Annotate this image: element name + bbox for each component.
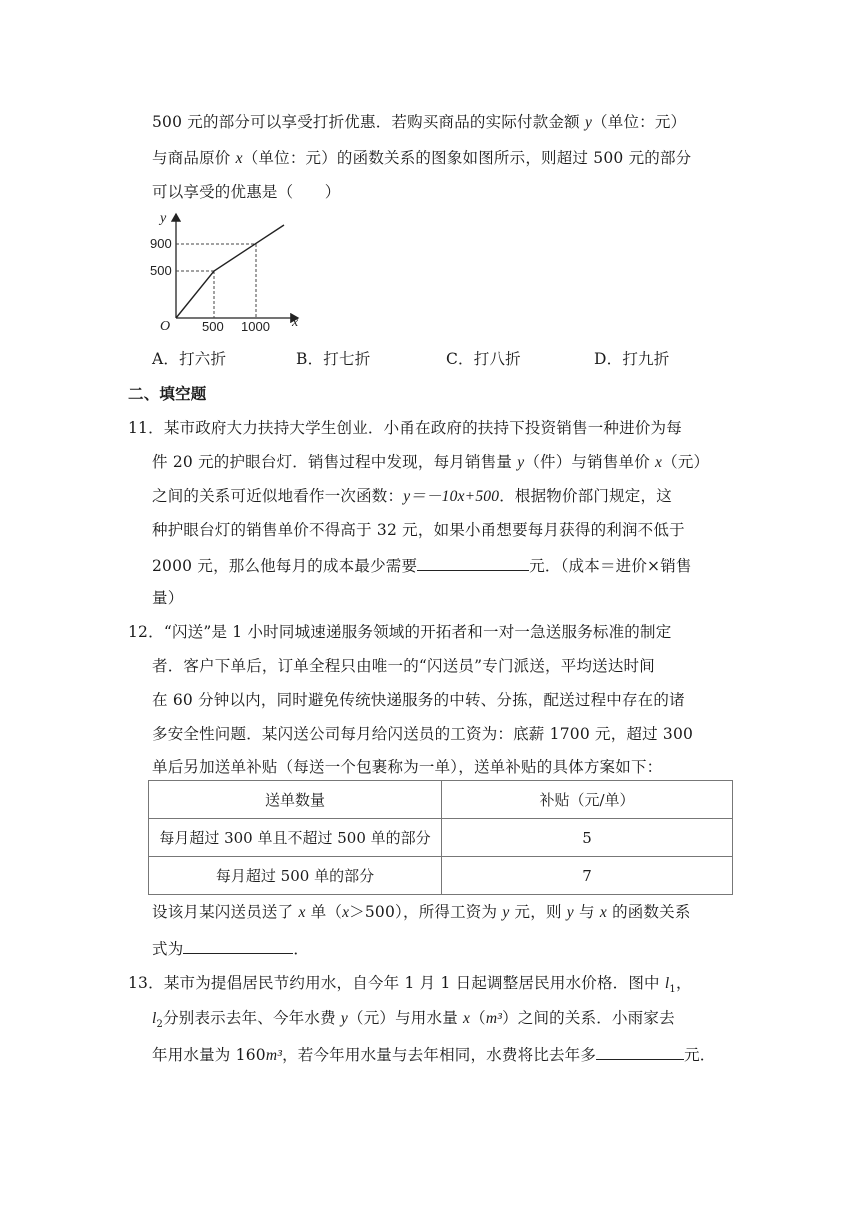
table-cell: 5 xyxy=(442,819,733,857)
q12-after-line-2: 式为 ． xyxy=(152,937,309,959)
q11-line-2: 件 20 元的护眼台灯．销售过程中发现，每月销售量 y（件）与销售单价 x（元） xyxy=(152,453,710,471)
q12-line-3: 在 60 分钟以内，同时避免传统快递服务的中转、分拣，配送过程中存在的诸 xyxy=(152,691,685,709)
section-title-fill-in: 二、填空题 xyxy=(128,384,207,403)
y-tick-900: 900 xyxy=(150,236,172,251)
origin-label: O xyxy=(160,319,171,334)
table-header: 补贴（元/单） xyxy=(442,781,733,819)
subsidy-table xyxy=(148,780,733,895)
x-axis-label: x xyxy=(292,315,299,330)
option-c[interactable]: C．打八折 xyxy=(446,350,521,368)
q12-after-line-1: 设该月某闪送员送了 x 单（x＞500），所得工资为 y 元，则 y 与 x 的函数关系 xyxy=(152,903,691,921)
x-tick-1000: 1000 xyxy=(241,319,270,334)
table-row xyxy=(149,819,733,857)
q10-line-1: 500 元的部分可以享受打折优惠．若购买商品的实际付款金额 y（单位：元） xyxy=(152,113,687,131)
q13-line-3: 年用水量为 160m³，若今年用水量与去年相同，水费将比去年多 元． xyxy=(152,1043,715,1066)
option-a[interactable]: A．打六折 xyxy=(152,350,227,368)
q11-line-4: 种护眼台灯的销售单价不得高于 32 元，如果小甬想要每月获得的利润不低于 xyxy=(152,521,685,539)
q12-answer-blank[interactable] xyxy=(183,937,293,954)
q13-answer-blank[interactable] xyxy=(596,1043,684,1060)
q11-line-1: 11．某市政府大力扶持大学生创业．小甬在政府的扶持下投资销售一种进价为每 xyxy=(128,419,682,437)
table-row xyxy=(149,857,733,895)
q10-line-2: 与商品原价 x（单位：元）的函数关系的图象如图所示，则超过 500 元的部分 xyxy=(152,149,692,167)
table-cell: 7 xyxy=(442,857,733,895)
q13-line-2: $l_2$分别表示去年、今年水费 y（元）与用水量 x（m³）之间的关系．小雨家去 xyxy=(152,1009,675,1031)
q11-line-6: 量） xyxy=(152,589,184,607)
q12-line-5: 单后另加送单补贴（每送一个包裹称为一单），送单补贴的具体方案如下： xyxy=(152,758,663,776)
q12-line-1: 12．“闪送”是 1 小时同城速递服务领域的开拓者和一对一急送服务标准的制定 xyxy=(128,623,672,641)
table-header: 送单数量 xyxy=(149,781,442,819)
q13-line-1: 13．某市为提倡居民节约用水，自今年 1 月 1 日起调整居民用水价格．图中 $l_1$， xyxy=(128,974,692,996)
y-axis-label: y xyxy=(160,211,167,226)
table-header-row xyxy=(149,781,733,819)
q12-line-4: 多安全性问题．某闪送公司每月给闪送员的工资为：底薪 1700 元，超过 300 xyxy=(152,725,694,743)
q11-line-5: 2000 元，那么他每月的成本最少需要 元．（成本＝进价×销售 xyxy=(152,554,692,576)
table-cell: 每月超过 300 单且不超过 500 单的部分 xyxy=(149,819,442,857)
x-tick-500: 500 xyxy=(202,319,224,334)
option-b[interactable]: B．打七折 xyxy=(296,350,371,368)
y-tick-500: 500 xyxy=(150,263,172,278)
table-cell: 每月超过 500 单的部分 xyxy=(149,857,442,895)
option-d[interactable]: D．打九折 xyxy=(594,350,670,368)
q10-line-3: 可以享受的优惠是（ ） xyxy=(152,183,341,201)
q12-line-2: 者．客户下单后，订单全程只由唯一的“闪送员”专门派送，平均送达时间 xyxy=(152,657,655,675)
q11-line-3: 之间的关系可近似地看作一次函数：y＝－10x+500．根据物价部门规定，这 xyxy=(152,487,672,505)
q11-answer-blank[interactable] xyxy=(417,554,529,571)
q10-function-graph xyxy=(150,210,320,335)
